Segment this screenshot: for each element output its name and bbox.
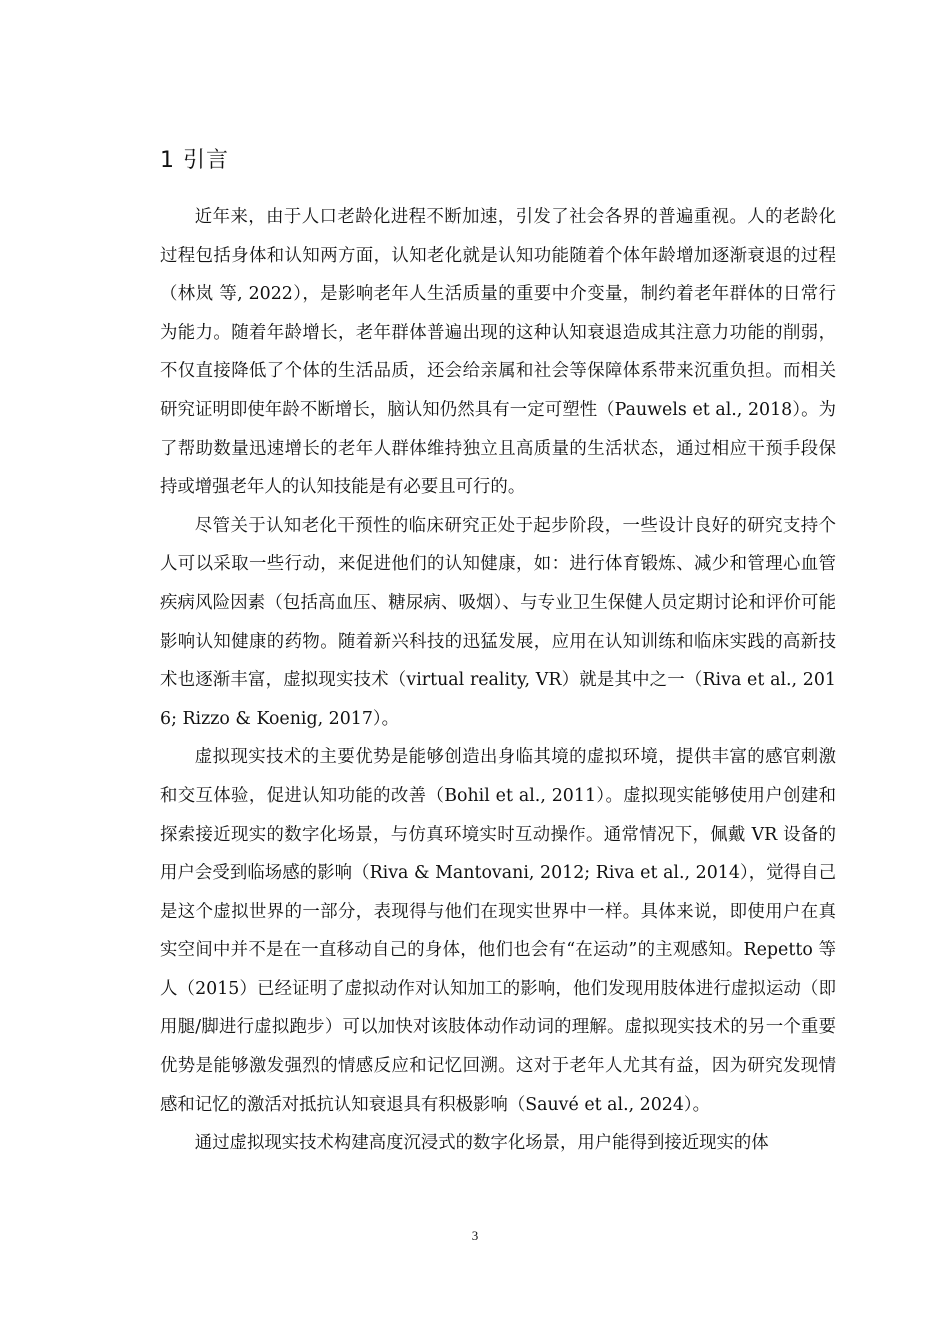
paragraph-4: 通过虚拟现实技术构建高度沉浸式的数字化场景，用户能得到接近现实的体 — [194, 1133, 769, 1154]
paragraph-2: 尽管关于认知老化干预性的临床研究正处于起步阶段，一些设计良好的研究支持个人可以采取一些行动，来促进他们的认知健康，如：进行体育锻炼、减少和管理心血管疾病风险因素（包括高血压、糖尿病、吸烟）、与专业卫生保健人员定期讨论和评价可能影响认知健康的药物。随着新兴科技的迅猛发展，应用在认知训练和临床实践的高新技术也逐渐丰富，虚拟现实技术（virtual reality, VR）就是其中之一（Riva et al., 2016; Rizzo & Koenig, 2017）。 — [160, 515, 836, 729]
section-heading: 1 引言 — [160, 148, 229, 173]
paragraph-1: 近年来，由于人口老龄化进程不断加速，引发了社会各界的普遍重视。人的老龄化过程包括身体和认知两方面，认知老化就是认知功能随着个体年龄增加逐渐衰退的过程（林岚 等, 2022），是影响老年人生活质量的重要中介变量，制约着老年群体的日常行为能力。随着年龄增长，老年群体普遍出现的这种认知衰退造成其注意力功能的削弱，不仅直接降低了个体的生活品质，还会给亲属和社会等保障体系带来沉重负担。而相关研究证明即使年龄不断增长，脑认知仍然具有一定可塑性（Pauwels et al., 2018）。为了帮助数量迅速增长的老年人群体维持独立且高质量的生活状态，通过相应干预手段保持或增强老年人的认知技能是有必要且可行的。 — [160, 207, 836, 498]
body-text — [160, 198, 836, 1163]
page-number: 3 — [471, 1228, 479, 1243]
paragraph-3: 虚拟现实技术的主要优势是能够创造出身临其境的虚拟环境，提供丰富的感官刺激和交互体验，促进认知功能的改善（Bohil et al., 2011）。虚拟现实能够使用户创建和探索接近现实的数字化场景，与仿真环境实时互动操作。通常情况下，佩戴 VR 设备的用户会受到临场感的影响（Riva & Mantovani, 2012; Riva et al., 2014），觉得自己是这个虚拟世界的一部分，表现得与他们在现实世界中一样。具体来说，即使用户在真实空间中并不是在一直移动自己的身体，他们也会有“在运动”的主观感知。Repetto 等人（2015）已经证明了虚拟动作对认知加工的影响，他们发现用肢体进行虚拟运动（即用腿/脚进行虚拟跑步）可以加快对该肢体动作动词的理解。虚拟现实技术的另一个重要优势是能够激发强烈的情感反应和记忆回溯。这对于老年人尤其有益，因为研究发现情感和记忆的激活对抵抗认知衰退具有积极影响（Sauvé et al., 2024）。 — [160, 747, 836, 1115]
